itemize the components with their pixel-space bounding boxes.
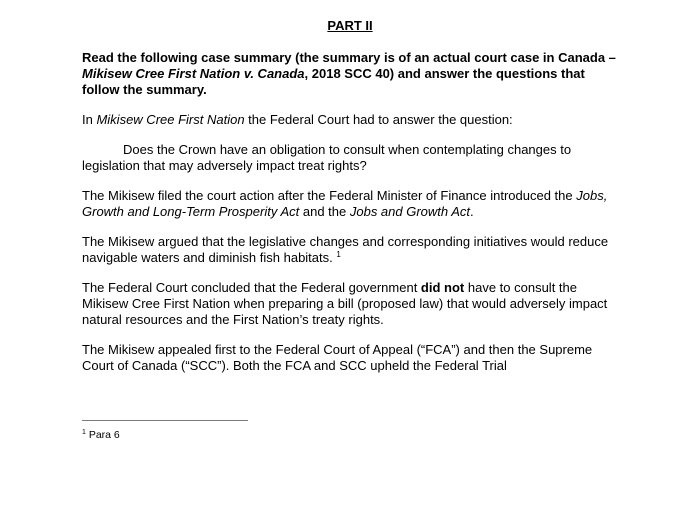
para3-text: The Mikisew argued that the legislative changes and corresponding initiatives would reduce navigable waters and diminish fish habitats.: [82, 234, 609, 265]
footnote-reference[interactable]: 1: [336, 250, 341, 259]
para4-text-1: The Federal Court concluded that the Federal government: [82, 280, 421, 295]
para2-text-1: The Mikisew filed the court action after the Federal Minister of Finance introduced the: [82, 188, 577, 203]
para2-act-1: Jobs, Growth and Long-Term Prosperity Act: [82, 188, 608, 219]
para2-text-2: and the: [299, 204, 350, 219]
para1-text-1: In: [82, 112, 97, 127]
para2-text-3: .: [470, 204, 474, 219]
intro-paragraph: [82, 50, 622, 98]
document-body: [82, 50, 622, 388]
footnote: [82, 429, 120, 442]
paragraph-3: [82, 234, 622, 266]
footnote-text: Para 6: [88, 429, 120, 441]
paragraph-5: The Mikisew appealed first to the Federal Court of Appeal (“FCA”) and then the Supreme Court of Canada (“SCC”). Both the FCA and SCC upheld the Federal Trial: [82, 342, 593, 373]
paragraph-1: [82, 112, 622, 128]
paragraph-2: [82, 188, 622, 220]
para4-text-2: have to consult the Mikisew Cree First Nation when preparing a bill (proposed law) that would adversely impact natural resources and the First Nation’s treaty rights.: [82, 280, 608, 327]
intro-text-2: , 2018 SCC 40) and answer the questions that follow the summary.: [82, 66, 585, 97]
intro-text-1: Read the following case summary (the summary is of an actual court case in Canada –: [82, 50, 616, 65]
page-title: PART II: [327, 18, 373, 33]
question-paragraph: Does the Crown have an obligation to consult when contemplating changes to legislation that may adversely impact treat rights?: [82, 142, 572, 173]
intro-case-name: Mikisew Cree First Nation v. Canada: [82, 66, 305, 81]
para1-text-2: the Federal Court had to answer the question:: [244, 112, 513, 127]
para4-emphasis: did not: [420, 280, 465, 295]
footnote-marker: 1: [82, 429, 86, 436]
paragraph-4: [82, 280, 622, 328]
footnote-divider: [82, 420, 248, 421]
para1-case-short: Mikisew Cree First Nation: [96, 112, 245, 127]
para2-act-2: Jobs and Growth Act: [349, 204, 471, 219]
